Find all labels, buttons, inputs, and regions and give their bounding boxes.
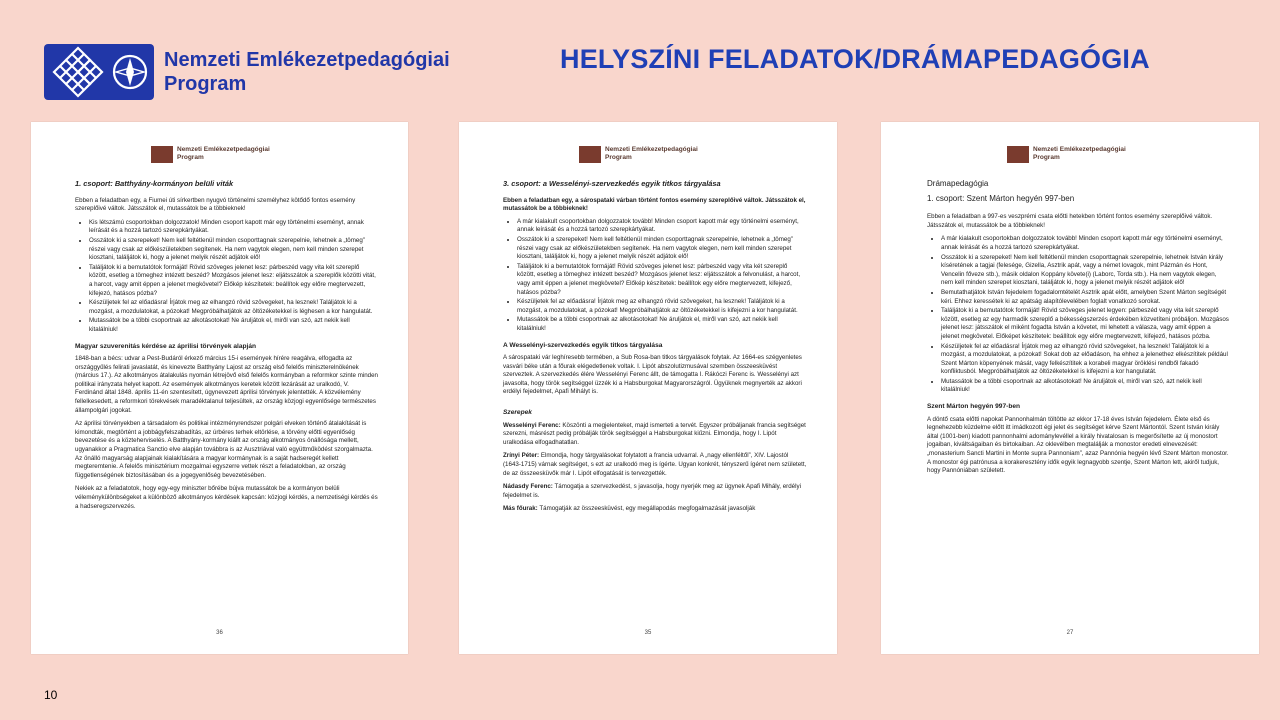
document-page-3	[881, 122, 1259, 654]
page-number: 27	[1066, 630, 1074, 636]
list-item: • Bemutathatjátok István fejedelem fogadalomtételét Asztrik apát előtt, amelyben Szent Márton segítségét kéri. Ehhez keressétek ki az apátság alapítólevelében foglalt vonatkozó sorokat.	[941, 289, 1229, 306]
logo-emblem	[44, 44, 154, 100]
list-item: • Készüljetek fel az előadásra! Írjátok meg az elhangzó rövid szövegeket, ha lesznek! Találjátok ki a mozgást, a mozdulatokat, a pózokat! Sokat dob az előadáson, ha ehhez a jelenethez elkészítitek például Szent Márton köpenyének mását, vagy felkészítitek a korabeli magyar öröklési rendből fakadó konfliktusból. Megpróbálhatjátok az öltözéketekkel is kifejezni a kor hangulatát.	[941, 343, 1229, 377]
list-item: • Találjátok ki a bemutatótok formáját! Rövid szöveges jelenet lesz: párbeszéd vagy vita két szereplő között, esetleg a tömeghez intézett beszéd? Mozgásos jelenet lesz: eljátsszátok a felvonulást, a harcot, vagy amit éppen a jelenet megkövetel? Előkép készítetek: beállítok egy előre megtervezett, kifejező, hatásos pózba?	[517, 263, 807, 297]
list-item: • Találjátok ki a bemutatótok formáját! Rövid szöveges jelenet legyen: párbeszéd vagy vita két szereplő között, esetleg az egy harmadik szereplő a békességszerzés érdekében közvetíteni próbáljon. Mozgásos jelenet lesz: játsszátok el miként fogadta István a követet, mi lehetett a válasza, vagy amit éppen a jelenet megkövetel. Előképet készítetek: beállítok egy előre megtervezett, kifejező, hatásos pózba.	[941, 307, 1229, 341]
slide-title: HELYSZÍNI FELADATOK/DRÁMAPEDAGÓGIA	[560, 44, 1150, 74]
logo-text	[164, 48, 450, 96]
body-paragraph: 1848-ban a bécs: udvar a Pest-Budáról érkező március 15-i események hírére reagálva, elfogadta az országgyűlés felirati javaslatát, és kinevezte Batthyány Lajost az ország első felelős miniszterelnökének (március 17.). Az alkotmányos átalakulás nyomán létrejövő első felelős kormányban a reformkor szinte minden politikai irányzata helyet kapott. Az események alkotmányos keretek között lezárását az uralkodó, V. Ferdinánd által 1848. április 11-én szentesített, úgynevezett áprilisi törvények jelentették. A közvélemény fellelkesedett, a reformkori törekvések maradéktalanul teljesültek, az ország közjogi egyenlősége természetes állampolgári jogokat.	[75, 355, 378, 414]
list-item: • Osszátok ki a szerepeket! Nem kell feltétlenül minden csoporttagnak szerepelnie, lehetnek a „tömeg” részei vagy csak az előkészületekben segítenek. Ha nem vagytok elegen, nem kell minden szerepet kiosztani, találjátok ki, hogy a jelenet melyik részét adjátok elő!	[89, 237, 378, 263]
intro-text: Ebben a feladatban egy, a Fiumei úti sírkertben nyugvó történelmi személyhez kötődő fontos esemény szereplőivé váltok. Játsszátok el, mutassátok be a többieknek!	[75, 196, 356, 213]
page-logo-line-1: Nemzeti Emlékezetpedagógiai	[1033, 146, 1126, 153]
page-content	[927, 180, 1229, 481]
list-item: • Osszátok ki a szerepeket! Nem kell feltétlenül minden csoporttagnak szerepelnie, lehetnek a „tömeg” részei vagy csak az előkészületekben segítenek. Ha nem vagytok elegen, nem kell minden szerepet kiosztani, találjátok ki, hogy a jelenet melyik részét adjátok elő!	[517, 236, 807, 262]
body-paragraph: A döntő csata előtti napokat Pannonhalmán töltötte az ekkor 17-18 éves István fejedelem. Élete első és legnehezebb küzdelme előtt itt imádkozott égi jelet és segítséget kérve Szent Mártontól. Szent István király által (1001-ben) kiadott pannonhalmi adománylevéllel a király hivatalosan is megerősítette az új monostort jogaiban, kiváltságaiban és birtokaiban. Az oklevélben megtalálják a monostor eredeti elnevezését: „monasterium Sancti Martini in Monte supra Pannoniam”, azaz Pannónia hegyén lévő Szent Márton monostor. A monostor égi patrónusa a korakeresztény idők egyik legnagyobb szentje, Szent Márton lett, akiről tudjuk, hogy Pannóniában született.	[927, 415, 1229, 475]
list-item: • Készüljetek fel az előadásra! Írjátok meg az elhangzó rövid szövegeket, ha lesznek! Találjátok ki a mozgást, a mozdulatokat, a pózokat! Megpróbálhatjátok az öltözéketekkel is léghesen a kor hangulatát.	[89, 299, 378, 316]
page-logo-line-2: Program	[177, 154, 204, 161]
logo-line-1: Nemzeti Emlékezetpedagógiai	[164, 49, 450, 71]
page-number: 36	[216, 630, 223, 636]
list-item: • Mutassátok be a többi csoportnak az alkotásotokat! Ne áruljátok el, miről van szó, azt nekik kell kitalálniuk!	[89, 317, 378, 334]
roles-heading: Szerepek	[503, 409, 532, 417]
page-logo-line-2: Program	[605, 154, 632, 161]
page-logo-line-1: Nemzeti Emlékezetpedagógiai	[177, 146, 270, 153]
page-content	[503, 180, 807, 519]
body-paragraph: Az áprilisi törvényekben a társadalom és politikai intézményrendszer polgári elveken történő átalakítását is kimondták, megtörtént a jobbágyfelszabadítás, az úrbéres terhek eltörlése, a törvény előtti egyenlőség bevezetése és a közteherviselés. A Batthyány-kormány kiállt az ország alkotmányos önállósága mellett, ugyanakkor a Pragmatica Sanctio elve alapján továbbra is az Ausztriával való együttműködést szorgalmazta. Az önálló magyarság alapjainak kialakítására a magyar kormánynak is a saját hadseregét kellett megteremtenie. A felelős minisztérium mozgalmai egyszerre vettek részt a feladatokban, az ország függetlenségének biztosításában és a jogegyenlőség bevezetésében.	[75, 420, 373, 479]
instruction-list	[75, 219, 378, 335]
role-item	[503, 452, 807, 478]
page-subtitle: 1. csoport: Szent Márton hegyén 997-ben	[927, 193, 1075, 203]
list-item: • Osszátok ki a szerepeket! Nem kell feltétlenül minden csoporttagnak szerepelnie, lehetnek István király kíséretének a tagjai (felesége, Gizella, Asztrik apát, vagy a német lovagok, mint Pázmán és Hont, Vencelin főveze stb.), másik oldalon Koppány követe(i) (Laborc, Torda stb.). Ha nem vagytok elegen, nem kell minden szerepet kiosztani, találjátok ki, hogy a jelenet melyik részét adjátok elő!	[941, 254, 1229, 288]
program-logo	[44, 44, 464, 102]
page-heading: 3. csoport: a Wesselényi-szervezkedés egyik titkos tárgyalása	[503, 179, 721, 188]
role-item	[503, 505, 807, 514]
list-item: • A már kialakult csoportokban dolgozzatok tovább! Minden csoport kapott már egy történelmi eseményt, annak leírását és a hozzá tartozó szerepkártyákat.	[517, 218, 807, 235]
section-heading: Magyar szuverenitás kérdése az áprilisi törvények alapján	[75, 342, 257, 350]
section-heading: Szent Márton hegyén 997-ben	[927, 403, 1021, 411]
page-number: 35	[644, 630, 652, 636]
intro-text: Ebben a feladatban egy, a sárospataki várban történt fontos esemény szereplőivé váltok. Játsszátok el, mutassátok be a többieknek!	[503, 196, 806, 213]
list-item: • Találjátok ki a bemutatótok formáját! Rövid szöveges jelenet lesz: párbeszéd vagy vita két szereplő között, esetleg a tömeghez intézett beszéd? Mozgásos jelenet lesz: eljátsszátok a szereplők közötti vitát, a harcot, vagy amit éppen a jelenet megkövetel? Előkép készítetek: beállítok egy előre megtervezett, kifejezó, hatásos pózba?	[89, 264, 378, 298]
knot-and-compass-icon	[44, 44, 154, 100]
role-text: Támogatja a szervezkedést, s javasolja, hogy nyerjék meg az ügynek Apafi Mihály, erdélyi fejedelmet is.	[503, 483, 801, 499]
page-logo-emblem-icon	[1007, 146, 1029, 163]
role-name: Más főurak:	[503, 505, 538, 513]
page-heading: 1. csoport: Batthyány-kormányon belüli viták	[75, 179, 234, 188]
body-paragraph: Nekiek az a feladatotok, hogy egy-egy miniszter bőrébe bújva mutassátok be a kormányon belüli véleménykülönbségeket a különböző alkotmányos kérdések kapcsán: közjogi kérdés, a nemzetiségi kérdés és a hadseregszervezés.	[75, 485, 378, 510]
section-heading: A Wesselényi-szervezkedés egyik titkos tárgyalása	[503, 341, 663, 349]
page-logo-emblem-icon	[579, 146, 601, 163]
list-item: • A már kialakult csoportokban dolgozzatok tovább! Minden csoport kapott már egy történelmi eseményt, annak leírását és a hozzá tartozó szerepkártyákat.	[941, 235, 1229, 252]
page-heading: Drámapedagógia	[927, 179, 989, 188]
document-page-1	[31, 122, 408, 654]
page-logo-emblem-icon	[151, 146, 173, 163]
role-item	[503, 483, 807, 500]
list-item: • Mutassátok be a többi csoportnak az alkotásotokat! Ne áruljátok el, miről van szó, azt nekik kell kitalálniuk!	[941, 378, 1229, 395]
instruction-list	[927, 235, 1229, 395]
role-text: Köszönti a megjelenteket, majd ismerteti a tervét. Egyszer próbáljanak francia segítséget szerezni, másrészt pedig próbálják török segítséggel a Habsburgokat kiűzni. Elmondja, hogy I. Lipót uralkodása elfogadhatatlan.	[503, 421, 806, 446]
list-item: • Készüljetek fel az előadásra! Írjátok meg az elhangzó rövid szövegeket, ha lesznek! Találjátok ki a mozgást, a mozdulatokat, a pózokat! Megpróbálhatjátok az öltözéketekkel is kifejezni a kor hangulatát.	[517, 298, 807, 315]
list-item: • Mutassátok be a többi csoportnak az alkotásotokat! Ne áruljátok el, miről van szó, azt nekik kell kitalálniuk!	[517, 316, 807, 333]
role-name: Nádasdy Ferenc:	[503, 483, 553, 491]
role-name: Zrínyi Péter:	[503, 452, 540, 460]
instruction-list	[503, 218, 807, 334]
page-logo-line-1: Nemzeti Emlékezetpedagógiai	[605, 146, 698, 153]
page-logo-line-2: Program	[1033, 154, 1060, 161]
list-item: • Kis létszámú csoportokban dolgozzatok! Minden csoport kapott már egy történelmi eseményt, annak leírását és a hozzá tartozó szerepkártyákat.	[89, 219, 378, 236]
body-paragraph: A sárospataki vár leghíresebb termében, a Sub Rosa-ban titkos tárgyalások folytak. Az 1664-es szégyenletes vasvári béke után a főurak elégedetlenek voltak. I. Lipót abszolutizmusával szemben összeesküvést szerveztek. A szervezkedés élére Wesselényi Ferenc állt, de támogatta I. Rákóczi Ferenc is. Wesselényi azt javasolta, hogy török segítséggel üzzék ki a Habsburgokat Magyarországról. Ügyüknek megnyerték az akkori erdélyi fejedelmet, Apafi Mihályt is.	[503, 354, 802, 396]
logo-line-2: Program	[164, 73, 247, 95]
document-page-2	[459, 122, 837, 654]
page-content	[75, 180, 378, 516]
role-item	[503, 422, 807, 448]
intro-text: Ebben a feladatban a 997-es veszprémi csata előtti hetekben történt fontos esemény szereplőivé váltok. Játsszátok el, mutassátok be a többieknek!	[927, 213, 1213, 229]
role-text: Elmondja, hogy tárgyalásokat folytatott a francia udvarral. A „nagy ellenféltől”, XIV. Lajostól (1643-1715) várnak segítséget, s ezt az uralkodó meg is ígérte. Ugyan konkrét, tényszerű ígéret nem született, de az összeesküvők már I. Lipót elfogatását is tervezgették.	[503, 452, 807, 477]
slide-number: 10	[44, 688, 58, 702]
role-name: Wesselényi Ferenc:	[503, 421, 561, 429]
role-text: Támogatják az összeesküvést, egy megállapodás megfogalmazását javasolják	[539, 505, 756, 513]
